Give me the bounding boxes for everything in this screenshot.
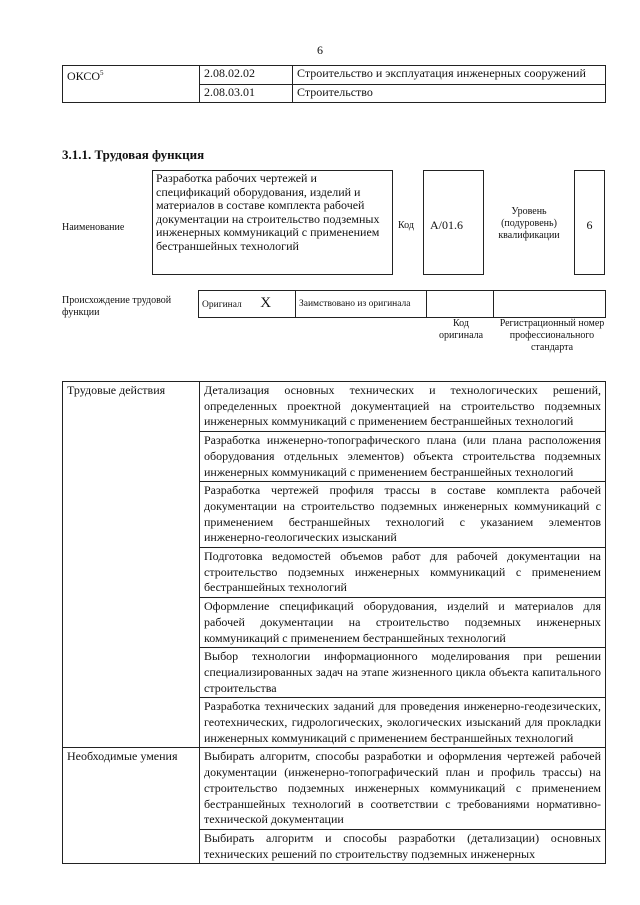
code-label: Код (398, 220, 414, 231)
section-title: 3.1.1. Трудовая функция (62, 147, 205, 162)
labor-action-item: Детализация основных технических и технологических решений, определенных проектной документацией на строительство подземных инженерных коммуникаций с применением бестраншейных технологий (200, 382, 606, 432)
okso-footnote: 5 (100, 69, 104, 77)
origin-label: Происхождение трудовой функции (62, 295, 172, 318)
level-label: Уровень (подуровень) квалификации (498, 206, 560, 241)
borrowed-label: Заимствовано из оригинала (296, 291, 427, 318)
labor-action-item: Разработка технических заданий для проведения инженерно-геодезических, геотехнических, гидрологических, экологических изысканий для прокладки инженерных коммуникаций с применением бестраншейных технологий (200, 698, 606, 748)
original-label: Оригинал (202, 299, 242, 310)
name-label: Наименование (62, 222, 125, 233)
labor-action-item: Подготовка ведомостей объемов работ для рабочей документации на строительство подземных инженерных коммуникаций с применением бестраншейных технологий (200, 548, 606, 598)
level-box: 6 (574, 170, 605, 275)
okso-code-1: 2.08.02.02 (200, 66, 293, 85)
skill-item: Выбирать алгоритм и способы разработки (детализации) основных технических решений по строительству подземных инженерных (200, 829, 606, 863)
okso-table (62, 65, 606, 103)
labor-function-table (62, 381, 606, 864)
origin-row (199, 291, 606, 318)
skills-label: Необходимые умения (63, 748, 200, 864)
original-mark: X (260, 294, 272, 311)
code-original-caption: Код оригинала (438, 318, 484, 341)
page-number: 6 (317, 43, 323, 57)
origin-reg-cell (494, 291, 606, 318)
origin-code-cell (427, 291, 494, 318)
table-row (63, 382, 606, 432)
table-row (63, 748, 606, 830)
okso-label: ОКСО (67, 69, 101, 83)
okso-code-2: 2.08.03.01 (200, 84, 293, 103)
function-name-box: Разработка рабочих чертежей и спецификаций оборудования, изделий и материалов в составе комплекта рабочей документации на строительство подземных инженерных коммуникаций с применением бестраншейных технологий (152, 170, 393, 275)
labor-action-item: Выбор технологии информационного моделирования при решении специализированных задач на этапе жизненного цикла объекта капитального строительства (200, 648, 606, 698)
origin-table (198, 290, 606, 318)
reg-number-caption: Регистрационный номер профессионального стандарта (499, 318, 605, 353)
okso-label-cell (63, 66, 200, 103)
labor-action-item: Оформление спецификаций оборудования, изделий и материалов для рабочей документации на строительство подземных инженерных коммуникаций с применением бестраншейных технологий (200, 598, 606, 648)
labor-action-item: Разработка инженерно-топографического плана (или плана расположения оборудования отдельных элементов) объекта строительства подземных инженерных коммуникаций с применением бестраншейных технологий (200, 432, 606, 482)
okso-row (63, 66, 606, 85)
skill-item: Выбирать алгоритм, способы разработки и оформления чертежей рабочей документации (инженерно-топографический план и профиль трассы) на строительство подземных инженерных коммуникаций с применением бестраншейных технологий в соответствии с требованиями нормативно-технической документации (200, 748, 606, 830)
function-code-box: А/01.6 (423, 170, 484, 275)
labor-actions-label: Трудовые действия (63, 382, 200, 748)
okso-name-1: Строительство и эксплуатация инженерных сооружений (293, 66, 606, 85)
labor-action-item: Разработка чертежей профиля трассы в составе комплекта рабочей документации на строительство подземных инженерных коммуникаций с применением бестраншейных технологий с указанием элементов инженерно-геологических изысканий (200, 482, 606, 548)
original-cell (199, 291, 296, 318)
okso-name-2: Строительство (293, 84, 606, 103)
